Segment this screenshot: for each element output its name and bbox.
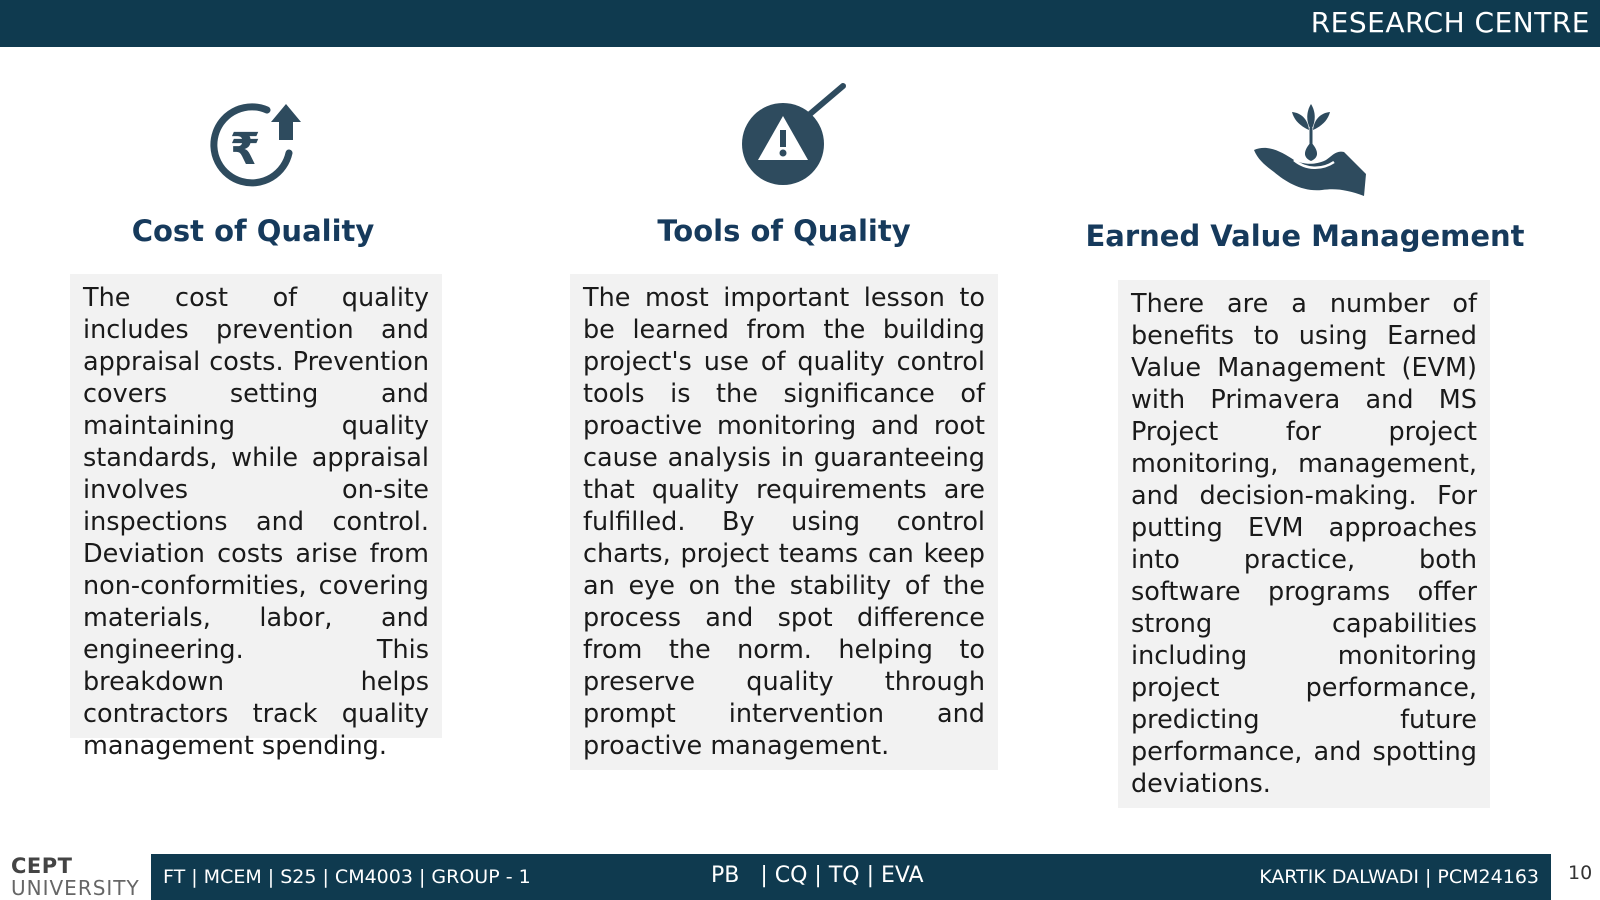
footer-bar bbox=[151, 854, 1551, 900]
column-title-tools-of-quality: Tools of Quality bbox=[657, 214, 911, 248]
rupee-growth-icon bbox=[205, 100, 305, 195]
logo-cept-text: CEPT bbox=[11, 854, 73, 878]
logo-university-text: UNIVERSITY bbox=[11, 876, 140, 900]
footer-section-nav: PB | CQ | TQ | EVA bbox=[711, 863, 924, 888]
text-card-tools-of-quality bbox=[570, 274, 998, 770]
warning-magnifier-icon bbox=[740, 82, 850, 192]
column-title-cost-of-quality: Cost of Quality bbox=[131, 214, 375, 248]
hand-plant-icon bbox=[1252, 100, 1370, 198]
footer-course-info: FT | MCEM | S25 | CM4003 | GROUP - 1 bbox=[163, 866, 531, 888]
card-text: There are a number of benefits to using Earned Value Management (EVM) with Primavera and MS Project for project monitoring, management, and decision-making. For putting EVM approaches into practice, both software programs offer strong capabilities including monitoring project performance, predicting future performance, and spotting deviations. bbox=[1131, 289, 1477, 799]
footer-author: KARTIK DALWADI | PCM24163 bbox=[1259, 866, 1539, 888]
column-title-earned-value-management: Earned Value Management bbox=[1085, 219, 1525, 253]
page-number: 10 bbox=[1568, 862, 1593, 884]
brand-title: RESEARCH CENTRE bbox=[1310, 6, 1590, 39]
card-text: The cost of quality includes prevention and appraisal costs. Prevention covers setting and maintaining quality standards, while appraisal involves on-site inspections and control. Deviation costs arise from non-conformities, covering materials, labor, and engineering. This breakdown helps contractors track quality management spending. bbox=[83, 283, 429, 761]
text-card-cost-of-quality bbox=[70, 274, 442, 761]
svg-text:₹: ₹ bbox=[229, 124, 261, 175]
header-bar bbox=[0, 0, 1600, 47]
card-text: The most important lesson to be learned from the building project's use of quality control tools is the significance of proactive monitoring and root cause analysis in guaranteeing that quality requirements are fulfilled. By using control charts, project teams can keep an eye on the stability of the process and spot difference from the norm. helping to preserve quality through prompt intervention and proactive management. bbox=[583, 283, 985, 761]
text-card-earned-value-management bbox=[1118, 280, 1490, 808]
cept-university-logo bbox=[10, 854, 140, 900]
